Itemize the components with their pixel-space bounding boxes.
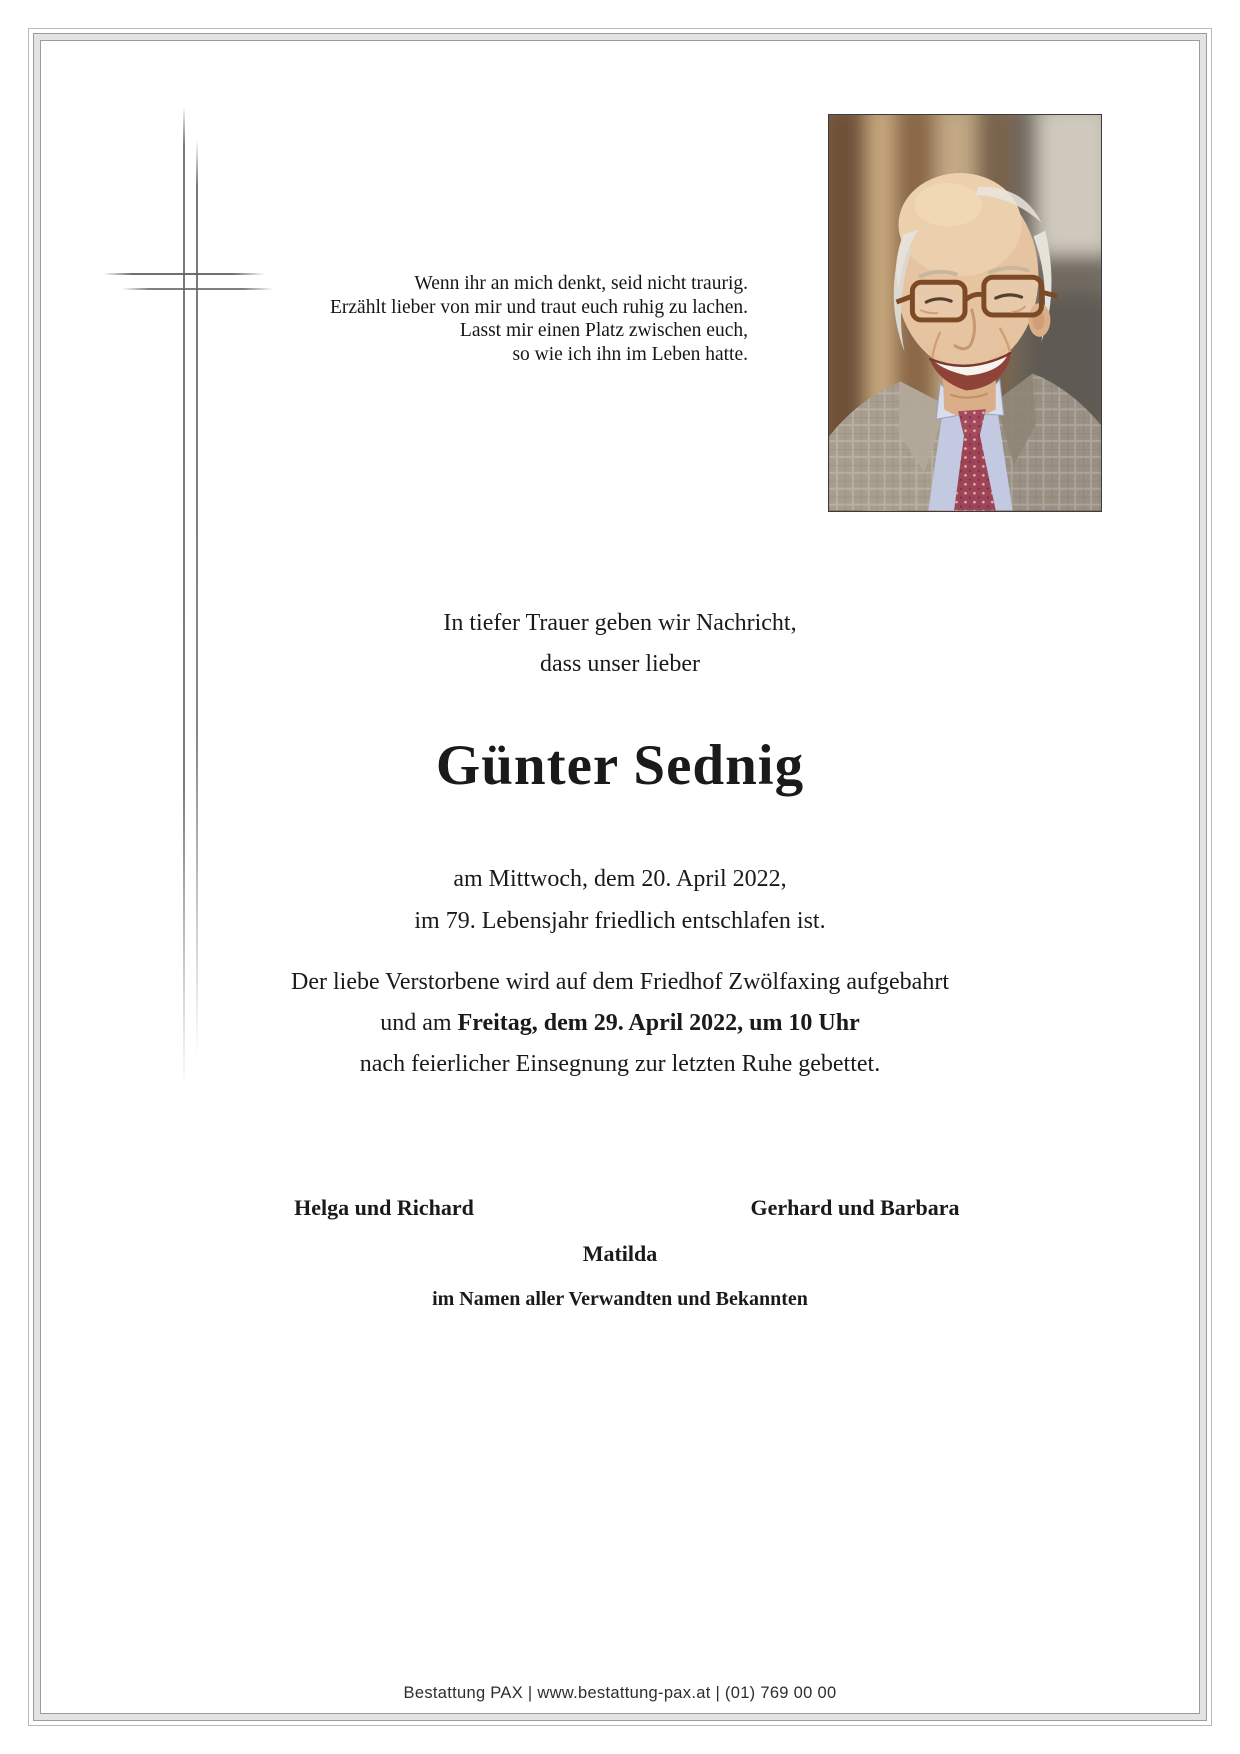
mourner-right: Gerhard und Barbara bbox=[750, 1195, 960, 1220]
poem-line: Lasst mir einen Platz zwischen euch, bbox=[459, 320, 748, 341]
funeral-info-line3: nach feierlicher Einsegnung zur letzten Ruhe gebettet. bbox=[359, 1051, 881, 1077]
announcement-intro-line1: In tiefer Trauer geben wir Nachricht, bbox=[443, 610, 797, 636]
funeral-line2-datetime: Freitag, dem 29. April 2022, um 10 Uhr bbox=[457, 1010, 860, 1036]
portrait-illustration bbox=[829, 115, 1101, 511]
announcement-intro-line2: dass unser lieber bbox=[540, 651, 700, 677]
cross-horizontal-line-1 bbox=[103, 273, 265, 275]
mourner-center: Matilda bbox=[582, 1241, 658, 1266]
death-date-line1: am Mittwoch, dem 20. April 2022, bbox=[453, 866, 787, 892]
funeral-info-line1: Der liebe Verstorbene wird auf dem Friedhof Zwölfaxing aufgebahrt bbox=[291, 969, 949, 995]
poem-line: Wenn ihr an mich denkt, seid nicht traurig. bbox=[414, 273, 748, 294]
mourner-left: Helga und Richard bbox=[294, 1195, 474, 1220]
mourners-closing: im Namen aller Verwandten und Bekannten bbox=[432, 1288, 808, 1310]
portrait-photo bbox=[828, 114, 1102, 512]
deceased-name: Günter Sednig bbox=[435, 734, 805, 797]
poem-line: Erzählt lieber von mir und traut euch ruhig zu lachen. bbox=[329, 296, 748, 318]
death-date-line2: im 79. Lebensjahr friedlich entschlafen ist. bbox=[414, 908, 826, 934]
poem-line: so wie ich ihn im Leben hatte. bbox=[512, 343, 748, 365]
funeral-line2-prefix: und am bbox=[380, 1010, 458, 1036]
memorial-poem bbox=[330, 272, 748, 366]
funeral-home-footer: Bestattung PAX | www.bestattung-pax.at | (01) 769 00 00 bbox=[403, 1684, 837, 1702]
funeral-info-line2 bbox=[0, 1010, 1240, 1037]
cross-horizontal-line-2 bbox=[122, 288, 273, 290]
cross-vertical-line-1 bbox=[183, 106, 185, 1090]
